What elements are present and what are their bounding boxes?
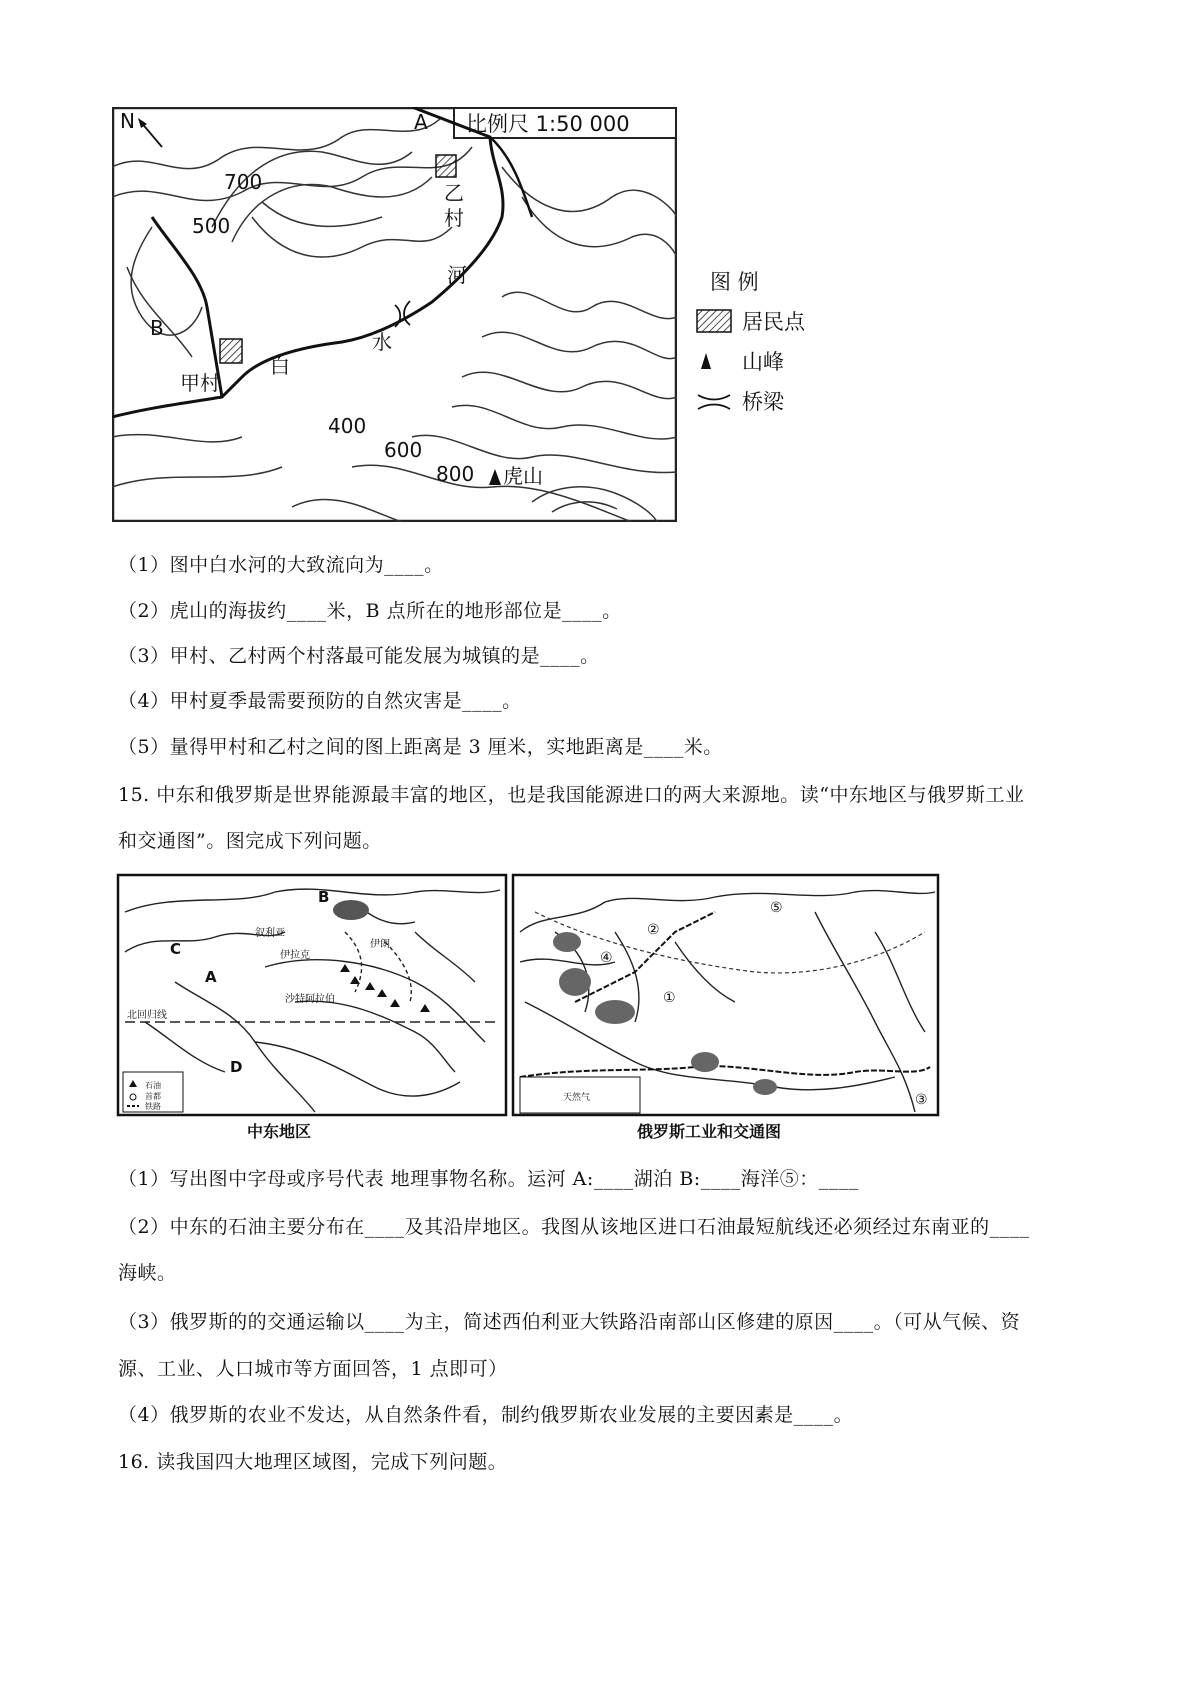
contour-label-500: 500 [192,214,231,238]
river-char-shui: 水 [372,330,392,354]
contour-label-600: 600 [384,438,423,462]
village-yi-label-1: 乙 [444,181,464,205]
topographic-map-svg [112,107,677,522]
industrial-area [559,968,591,996]
q15-intro-line-1: 15. 中东和俄罗斯是世界能源最丰富的地区，也是我国能源进口的两大来源地。读“中东地区与俄罗斯工业 [118,784,1025,806]
triangle-peak-icon [696,349,732,373]
q15-item-3-cont: 源、工业、人口城市等方面回答，1 点即可） [118,1358,508,1380]
me-label-iraq: 伊拉克 [280,950,310,961]
legend-label-settlement: 居民点 [742,310,805,334]
lake-b [333,900,369,920]
me-label-c: C [170,940,182,958]
me-label-iran: 伊朗 [370,939,390,950]
russia-label-5: ⑤ [770,900,783,916]
legend-oil-text: 石油 [145,1081,161,1090]
me-label-b: B [318,888,330,906]
russia-label-3: ③ [915,1092,928,1108]
q15-intro-line-2: 和交通图”。图完成下列问题。 [118,830,382,852]
village-yi-icon [436,155,456,177]
map-legend [696,266,846,426]
industrial-area [691,1052,719,1072]
north-label: N [120,109,135,133]
village-jia-label: 甲村 [180,371,220,395]
industrial-area [753,1079,777,1095]
russia-label-4: ④ [600,950,613,966]
russia-label-2: ② [647,922,660,938]
q14-item-3: （3）甲村、乙村两个村落最可能发展为城镇的是____。 [118,645,600,667]
middle-east-caption: 中东地区 [247,1122,312,1140]
point-a-label: A [414,110,428,134]
point-b-label: B [150,316,164,340]
me-label-tropic: 北回归线 [127,1010,167,1021]
q15-item-1: （1）写出图中字母或序号代表 地理事物名称。运河 A:____湖泊 B:____海洋⑤：____ [118,1168,859,1190]
peak-label: 虎山 [503,464,543,488]
russia-caption: 俄罗斯工业和交通图 [637,1122,782,1140]
q14-item-1: （1）图中白水河的大致流向为____。 [118,554,444,576]
contour-label-800: 800 [436,462,475,486]
river-char-bai: 白 [270,354,290,378]
russia-label-1: ① [663,990,676,1006]
q15-item-4: （4）俄罗斯的农业不发达，从自然条件看，制约俄罗斯农业发展的主要因素是____。 [118,1404,854,1426]
q15-item-3: （3）俄罗斯的的交通运输以____为主，简述西伯利亚大铁路沿南部山区修建的原因____。（可从气候、资 [118,1311,1021,1333]
scale-text: 比例尺 1:50 000 [466,112,630,136]
industrial-area [595,1000,635,1024]
q14-item-4: （4）甲村夏季最需要预防的自然灾害是____。 [118,690,522,712]
contour-label-700: 700 [224,170,263,194]
q16-intro: 16. 读我国四大地理区域图，完成下列问题。 [118,1451,508,1473]
q15-item-2: （2）中东的石油主要分布在____及其沿岸地区。我图从该地区进口石油最短航线还必须经过东南亚的____ [118,1216,1030,1238]
legend-item-bridge [696,386,784,416]
legend-capital-text: 首都 [145,1092,161,1101]
village-jia-icon [220,339,242,363]
q15-figure-svg [115,872,941,1140]
topographic-map [112,107,677,522]
me-label-saudi: 沙特阿拉伯 [285,994,335,1005]
hatched-square-icon [696,309,732,333]
industrial-area [553,932,581,952]
legend-title: 图 例 [710,270,759,294]
legend-item-settlement [696,306,805,336]
me-label-a: A [205,968,217,986]
q14-item-2: （2）虎山的海拔约____米，B 点所在的地形部位是____。 [118,600,622,622]
russia-legend-gas: 天然气 [563,1093,591,1103]
legend-label-peak: 山峰 [742,350,784,374]
legend-item-peak [696,346,784,376]
contour-label-400: 400 [328,414,367,438]
legend-label-bridge: 桥梁 [742,390,784,414]
q14-item-5: （5）量得甲村和乙村之间的图上距离是 3 厘米，实地距离是____米。 [118,736,723,758]
me-label-syria: 叙利亚 [255,928,285,939]
bridge-icon [696,389,732,413]
legend-rail-text: 铁路 [145,1102,161,1111]
village-yi-label-2: 村 [444,206,464,230]
me-label-d: D [230,1058,243,1076]
river-char-he: 河 [447,263,467,287]
q15-item-2-cont: 海峡。 [118,1262,177,1284]
q15-figure [115,872,941,1140]
